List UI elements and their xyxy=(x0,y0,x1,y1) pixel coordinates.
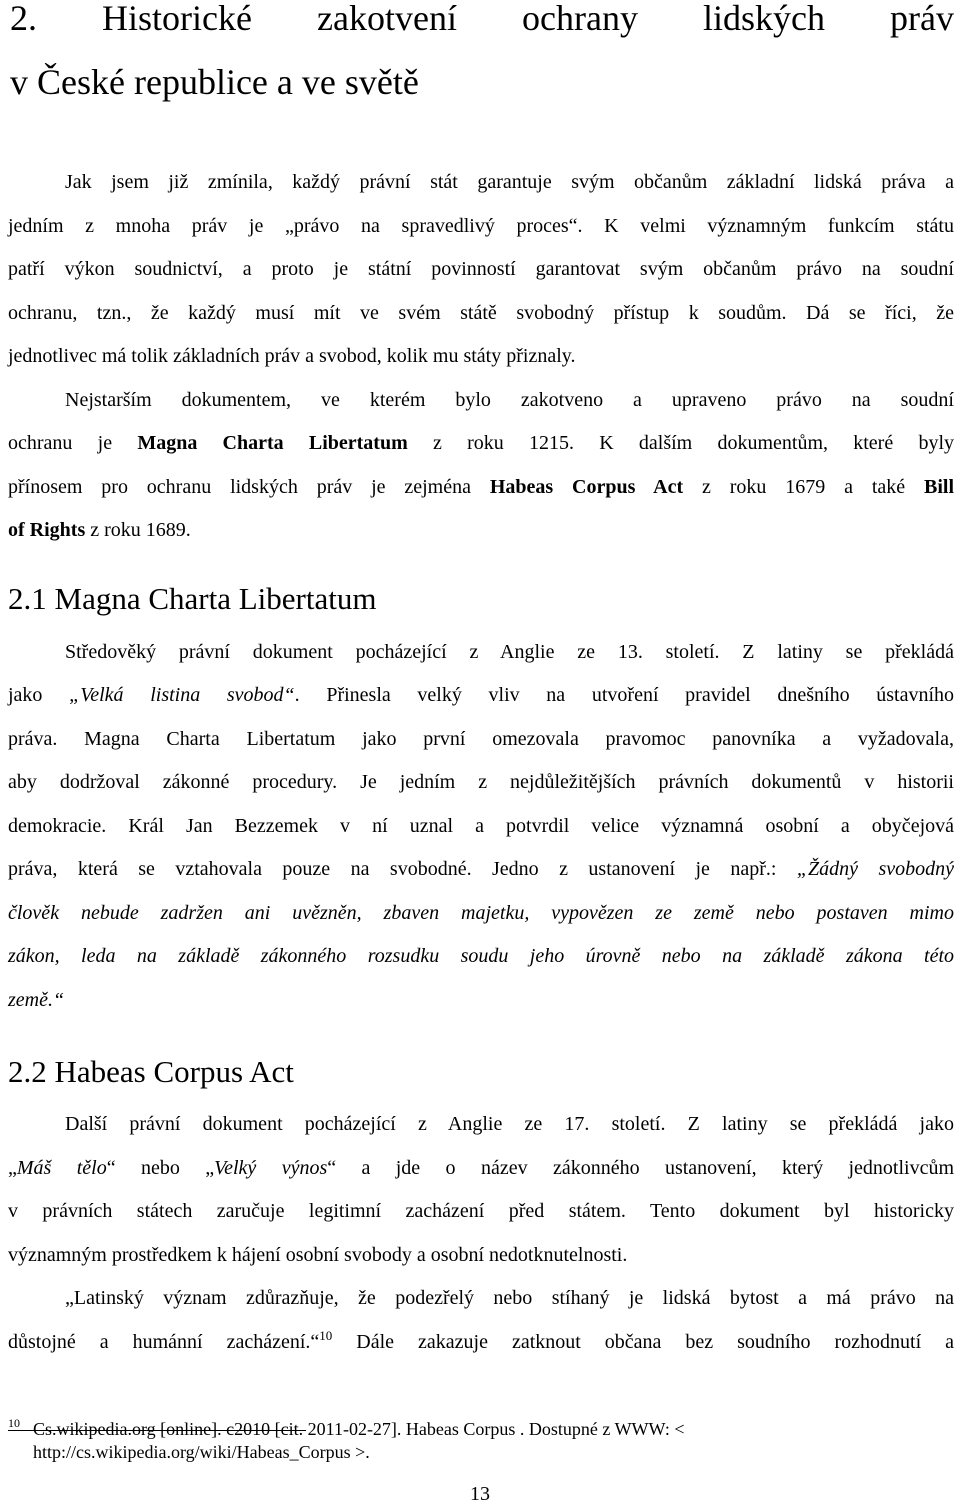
footnote-text-line2: http://cs.wikipedia.org/wiki/Habeas_Corpus >. xyxy=(33,1442,370,1462)
text-line: důstojné a humánní zacházení.“$^{10}$ Dále zakazuje zatknout občana bez soudního rozhodnutí a xyxy=(8,1328,954,1353)
italic-quote: „Žádný svobodný xyxy=(796,858,955,880)
italic-quote: „Velká listina svobod“ xyxy=(69,684,295,706)
text-line: jedním z mnoha práv je „právo na spravedlivý proces“. K velmi významným funkcím státu xyxy=(8,215,954,237)
footnote-mark: 10 xyxy=(8,1416,20,1430)
text-line: práva, která se vztahovala pouze na svobodné. Jedno z ustanovení je např.: „Žádný svobodný xyxy=(8,858,955,880)
text-line: Nejstarším dokumentem, ve kterém bylo zakotveno a upraveno právo na soudní xyxy=(65,389,954,411)
bold-term: Magna Charta Libertatum xyxy=(137,432,408,454)
text-line: ochranu, tzn., že každý musí mít ve svém státě svobodný přístup k soudům. Dá se říci, že xyxy=(8,302,954,324)
text-line: ochranu je Magna Charta Libertatum z roku 1215. K dalším dokumentům, které byly xyxy=(8,432,954,454)
text-line: „Latinský význam zdůrazňuje, že podezřelý nebo stíhaný je lidská bytost a má právo na xyxy=(65,1287,954,1309)
text-line: člověk nebude zadržen ani uvězněn, zbaven majetku, vypovězen ze země nebo postaven mimo xyxy=(8,902,954,924)
footnote-text-line1: Cs.wikipedia.org [online]. c2010 [cit. 2011-02-27]. Habeas Corpus . Dostupné z WWW: < xyxy=(33,1419,685,1439)
section-heading-2-2: 2.2 Habeas Corpus Act xyxy=(8,1054,294,1089)
text-line: jako „Velká listina svobod“. Přinesla velký vliv na utvoření pravidel dnešního ústavního xyxy=(8,684,955,706)
text-line: Jak jsem již zmínila, každý právní stát garantuje svým občanům základní lidská práva a xyxy=(65,171,954,193)
italic-term: Velký výnos xyxy=(214,1157,328,1179)
italic-term: Máš tělo xyxy=(16,1157,107,1179)
text-line: Další právní dokument pocházející z Anglie ze 17. století. Z latiny se překládá jako xyxy=(65,1113,954,1135)
text-line: demokracie. Král Jan Bezzemek v ní uznal a potvrdil velice významná osobní a obyčejová xyxy=(8,815,954,837)
section-heading-2-1: 2.1 Magna Charta Libertatum xyxy=(8,581,377,616)
chapter-heading-line1: 2. Historické zakotvení ochrany lidských práv xyxy=(10,0,954,38)
chapter-heading-line2: v České republice a ve světě xyxy=(10,62,419,102)
text-line: země.“ xyxy=(8,989,65,1011)
text-line: Středověký právní dokument pocházející z Anglie ze 13. století. Z latiny se překládá xyxy=(65,641,954,663)
text-line: „Máš tělo“ nebo „Velký výnos“ a jde o název zákonného ustanovení, který jednotlivcům xyxy=(8,1157,955,1179)
text-line: zákon, leda na základě zákonného rozsudku soudu jeho úrovně nebo na základě zákona této xyxy=(8,945,954,967)
text-line: jednotlivec má tolik základních práv a svobod, kolik mu státy přiznaly. xyxy=(8,345,576,367)
text-line: v právních státech zaručuje legitimní zacházení před státem. Tento dokument byl historicky xyxy=(8,1200,954,1222)
page-number: 13 xyxy=(470,1483,490,1505)
text-line: významným prostředkem k hájení osobní svobody a osobní nedotknutelnosti. xyxy=(8,1244,628,1266)
bold-term: Habeas Corpus Act xyxy=(489,476,684,498)
bold-term: Bill xyxy=(923,476,954,498)
text-line: přínosem pro ochranu lidských práv je zejména Habeas Corpus Act z roku 1679 a také Bill xyxy=(8,476,954,498)
footnote-reference: 10 xyxy=(319,1328,333,1343)
text-line: aby dodržoval zákonné procedury. Je jedním z nejdůležitějších právních dokumentů v historii xyxy=(8,771,954,793)
text-line: patří výkon soudnictví, a proto je státní povinností garantovat svým občanům právo na soudní xyxy=(8,258,954,280)
bold-term: of Rights xyxy=(8,519,86,541)
text-line: práva. Magna Charta Libertatum jako první omezovala pravomoc panovníka a vyžadovala, xyxy=(8,728,954,750)
text-line: of Rights z roku 1689. xyxy=(8,519,191,541)
